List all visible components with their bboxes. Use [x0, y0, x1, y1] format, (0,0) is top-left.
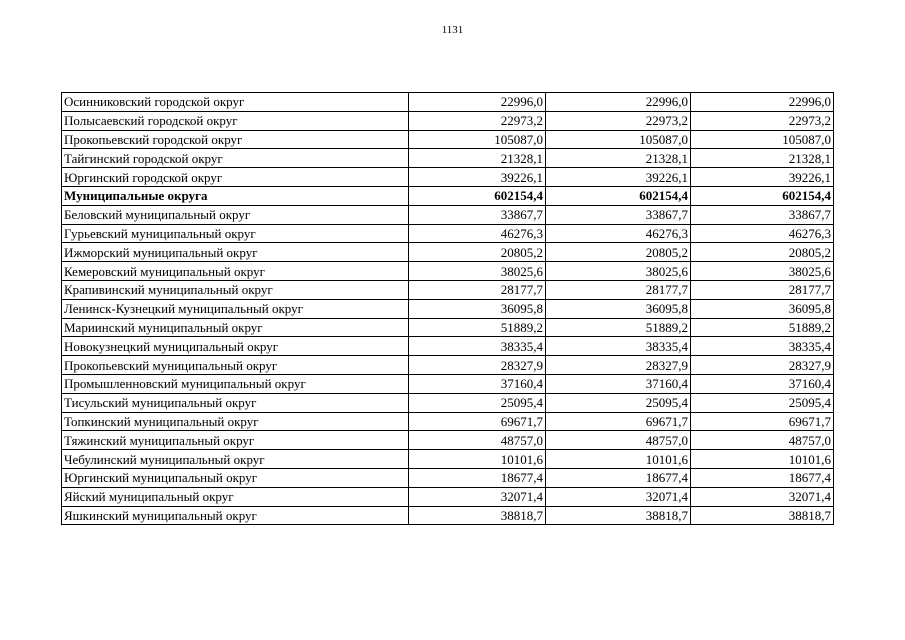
- municipality-name-cell: Яйский муниципальный округ: [62, 487, 409, 506]
- value-cell-2: 38025,6: [546, 262, 691, 281]
- municipality-name-cell: Прокопьевский городской округ: [62, 130, 409, 149]
- table-row: [62, 299, 834, 318]
- table-row: [62, 506, 834, 525]
- municipality-name-cell: Тайгинский городской округ: [62, 149, 409, 168]
- page-number: 1131: [441, 24, 464, 36]
- value-cell-1: 46276,3: [409, 224, 546, 243]
- value-cell-3: 33867,7: [691, 205, 834, 224]
- value-cell-1: 21328,1: [409, 149, 546, 168]
- value-cell-3: 21328,1: [691, 149, 834, 168]
- value-cell-2: 36095,8: [546, 299, 691, 318]
- value-cell-3: 105087,0: [691, 130, 834, 149]
- value-cell-1: 105087,0: [409, 130, 546, 149]
- value-cell-2: 18677,4: [546, 468, 691, 487]
- municipality-name-cell: Кемеровский муниципальный округ: [62, 262, 409, 281]
- table-row: [62, 450, 834, 469]
- value-cell-1: 38025,6: [409, 262, 546, 281]
- value-cell-2: 33867,7: [546, 205, 691, 224]
- municipality-name-cell: Яшкинский муниципальный округ: [62, 506, 409, 525]
- table-row: [62, 431, 834, 450]
- value-cell-2: 28177,7: [546, 280, 691, 299]
- value-cell-2: 38818,7: [546, 506, 691, 525]
- value-cell-1: 36095,8: [409, 299, 546, 318]
- value-cell-3: 38818,7: [691, 506, 834, 525]
- value-cell-3: 46276,3: [691, 224, 834, 243]
- table-row: [62, 468, 834, 487]
- value-cell-2: 32071,4: [546, 487, 691, 506]
- value-cell-1: 32071,4: [409, 487, 546, 506]
- value-cell-1: 20805,2: [409, 243, 546, 262]
- table-row-subtotal: [62, 186, 834, 205]
- value-cell-1: 22996,0: [409, 93, 546, 112]
- table-row: [62, 374, 834, 393]
- municipality-name-cell: Топкинский муниципальный округ: [62, 412, 409, 431]
- value-cell-3: 69671,7: [691, 412, 834, 431]
- value-cell-1: 10101,6: [409, 450, 546, 469]
- value-cell-1: 38818,7: [409, 506, 546, 525]
- municipality-name-cell: Юргинский муниципальный округ: [62, 468, 409, 487]
- value-cell-1: 33867,7: [409, 205, 546, 224]
- value-cell-3: 28327,9: [691, 356, 834, 375]
- table-row: [62, 243, 834, 262]
- municipality-name-cell: Осинниковский городской округ: [62, 93, 409, 112]
- value-cell-3: 20805,2: [691, 243, 834, 262]
- value-cell-2: 69671,7: [546, 412, 691, 431]
- value-cell-1: 48757,0: [409, 431, 546, 450]
- value-cell-2: 22996,0: [546, 93, 691, 112]
- value-cell-2: 38335,4: [546, 337, 691, 356]
- value-cell-3: 39226,1: [691, 168, 834, 187]
- value-cell-2: 51889,2: [546, 318, 691, 337]
- table-row: [62, 93, 834, 112]
- value-cell-3: 18677,4: [691, 468, 834, 487]
- value-cell-1: 22973,2: [409, 111, 546, 130]
- table-row: [62, 487, 834, 506]
- value-cell-1: 25095,4: [409, 393, 546, 412]
- municipality-name-cell: Полысаевский городской округ: [62, 111, 409, 130]
- table-row: [62, 262, 834, 281]
- value-cell-2: 20805,2: [546, 243, 691, 262]
- value-cell-3: 51889,2: [691, 318, 834, 337]
- value-cell-3: 37160,4: [691, 374, 834, 393]
- value-cell-2: 105087,0: [546, 130, 691, 149]
- value-cell-3: 38025,6: [691, 262, 834, 281]
- table-row: [62, 149, 834, 168]
- value-cell-3: 32071,4: [691, 487, 834, 506]
- data-table: [61, 92, 834, 525]
- municipality-name-cell: Чебулинский муниципальный округ: [62, 450, 409, 469]
- value-cell-3: 25095,4: [691, 393, 834, 412]
- table-row: [62, 280, 834, 299]
- value-cell-3: 48757,0: [691, 431, 834, 450]
- municipality-name-cell: Промышленновский муниципальный округ: [62, 374, 409, 393]
- value-cell-2: 10101,6: [546, 450, 691, 469]
- table-row: [62, 130, 834, 149]
- value-cell-2: 25095,4: [546, 393, 691, 412]
- municipality-name-cell: Прокопьевский муниципальный округ: [62, 356, 409, 375]
- value-cell-2: 39226,1: [546, 168, 691, 187]
- value-cell-3: 38335,4: [691, 337, 834, 356]
- table-row: [62, 412, 834, 431]
- municipality-name-cell: Ленинск-Кузнецкий муниципальный округ: [62, 299, 409, 318]
- table-row: [62, 224, 834, 243]
- table-body: [62, 93, 834, 525]
- municipality-name-cell: Тяжинский муниципальный округ: [62, 431, 409, 450]
- value-cell-1: 39226,1: [409, 168, 546, 187]
- municipality-name-cell: Беловский муниципальный округ: [62, 205, 409, 224]
- municipality-name-cell: Новокузнецкий муниципальный округ: [62, 337, 409, 356]
- value-cell-2: 22973,2: [546, 111, 691, 130]
- value-cell-2: 602154,4: [546, 186, 691, 205]
- table-row: [62, 356, 834, 375]
- value-cell-2: 48757,0: [546, 431, 691, 450]
- value-cell-2: 37160,4: [546, 374, 691, 393]
- value-cell-1: 38335,4: [409, 337, 546, 356]
- value-cell-2: 21328,1: [546, 149, 691, 168]
- value-cell-3: 22996,0: [691, 93, 834, 112]
- municipality-name-cell: Мариинский муниципальный округ: [62, 318, 409, 337]
- value-cell-3: 10101,6: [691, 450, 834, 469]
- table-row: [62, 111, 834, 130]
- value-cell-1: 28177,7: [409, 280, 546, 299]
- municipality-name-cell: Тисульский муниципальный округ: [62, 393, 409, 412]
- municipality-name-cell: Ижморский муниципальный округ: [62, 243, 409, 262]
- value-cell-3: 28177,7: [691, 280, 834, 299]
- value-cell-3: 36095,8: [691, 299, 834, 318]
- value-cell-1: 18677,4: [409, 468, 546, 487]
- municipality-name-cell: Юргинский городской округ: [62, 168, 409, 187]
- table-row: [62, 318, 834, 337]
- municipality-name-cell: Гурьевский муниципальный округ: [62, 224, 409, 243]
- value-cell-2: 28327,9: [546, 356, 691, 375]
- value-cell-3: 602154,4: [691, 186, 834, 205]
- value-cell-1: 602154,4: [409, 186, 546, 205]
- table-row: [62, 337, 834, 356]
- table-row: [62, 168, 834, 187]
- value-cell-1: 28327,9: [409, 356, 546, 375]
- municipality-name-cell: Крапивинский муниципальный округ: [62, 280, 409, 299]
- table-row: [62, 205, 834, 224]
- municipality-name-cell: Муниципальные округа: [62, 186, 409, 205]
- table-row: [62, 393, 834, 412]
- value-cell-1: 37160,4: [409, 374, 546, 393]
- value-cell-1: 51889,2: [409, 318, 546, 337]
- value-cell-2: 46276,3: [546, 224, 691, 243]
- value-cell-1: 69671,7: [409, 412, 546, 431]
- value-cell-3: 22973,2: [691, 111, 834, 130]
